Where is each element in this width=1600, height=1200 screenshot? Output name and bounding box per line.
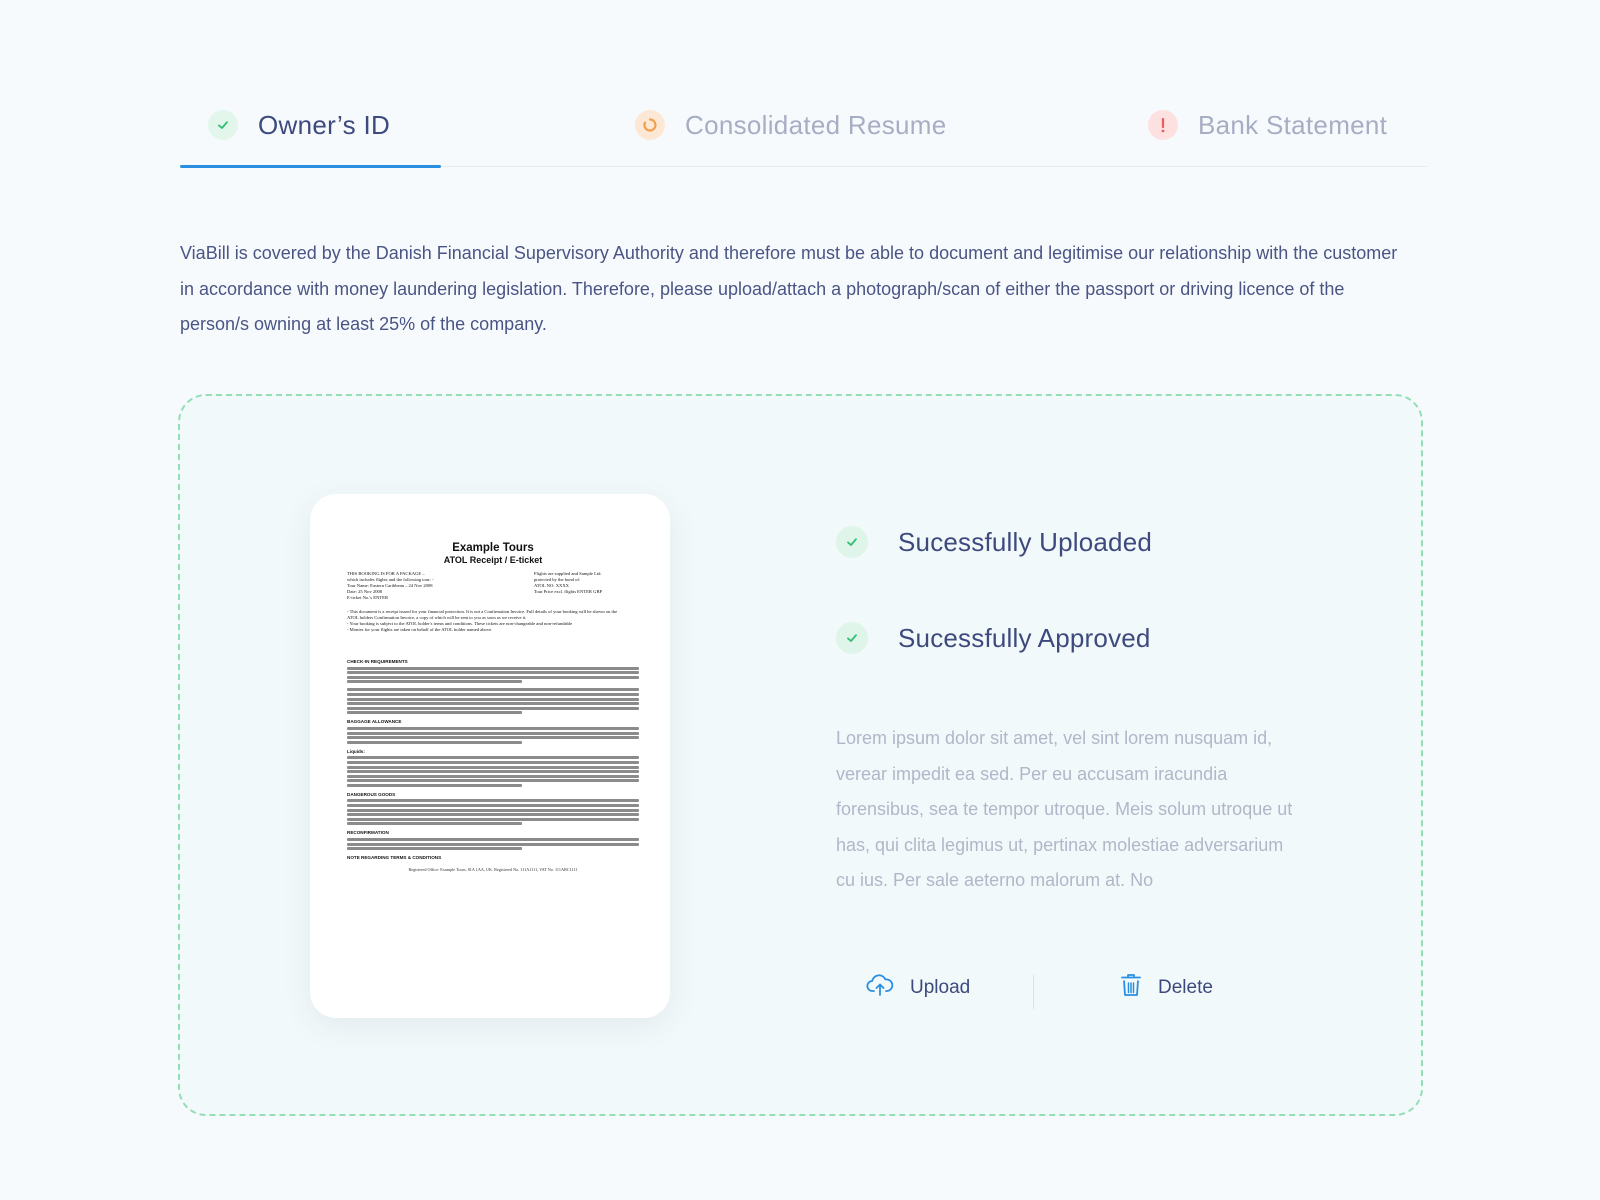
tab-label: Consolidated Resume — [685, 109, 947, 140]
cloud-upload-icon — [866, 972, 894, 1003]
document-section — [347, 792, 639, 826]
text-bar — [347, 688, 639, 691]
document-meta-right — [534, 571, 639, 601]
document-footer: Registered Office: Example Tours, 81A 1AA, UK. Registered No. 111A1111, VAT No. 111ABC1111 — [408, 867, 578, 873]
text-bar — [347, 741, 522, 744]
trash-icon — [1120, 972, 1142, 1003]
tab-bank-statement[interactable] — [1148, 92, 1387, 158]
check-icon — [836, 526, 868, 558]
note-line: - Your booking is subject to the ATOL holder's terms and conditions. These tickets are non-changeable and non-refundable — [347, 621, 573, 626]
document-tabs — [180, 100, 1427, 167]
text-bar — [347, 779, 639, 782]
text-bar — [347, 843, 639, 846]
meta-line: which includes flights and the following tour: - — [347, 577, 434, 582]
text-bar — [347, 804, 639, 807]
text-bar — [347, 766, 639, 769]
active-tab-indicator — [180, 165, 441, 168]
text-bar — [347, 711, 522, 714]
upload-label: Upload — [910, 976, 971, 998]
document-section — [347, 749, 639, 787]
text-bar — [347, 784, 522, 787]
status-label: Sucessfully Uploaded — [898, 526, 1153, 557]
text-bar — [347, 727, 639, 730]
text-bar — [347, 732, 639, 735]
upload-button[interactable] — [866, 972, 970, 1003]
check-icon — [208, 110, 238, 140]
text-bar — [347, 775, 639, 778]
note-line: - This document is a receipt issued for your financial protection. It is not a Confirmation Invoice. Full details of your booking will be shown on the — [347, 609, 618, 614]
document-meta — [347, 571, 639, 601]
text-bar — [347, 799, 639, 802]
text-bar — [347, 736, 639, 739]
text-bar — [347, 680, 522, 683]
document-subtitle: ATOL Receipt / E-ticket — [443, 555, 543, 565]
section-heading: RECONFIRMATION — [347, 830, 389, 836]
text-bar — [347, 822, 522, 825]
text-bar — [347, 698, 639, 701]
delete-label: Delete — [1158, 976, 1213, 998]
text-bar — [347, 838, 639, 841]
text-bar — [347, 818, 639, 821]
document-notes — [347, 609, 639, 633]
document-section — [347, 830, 639, 850]
status-uploaded — [836, 526, 1152, 558]
text-bar — [347, 809, 639, 812]
document-preview[interactable] — [310, 494, 670, 1018]
text-bar — [347, 693, 639, 696]
exclamation-icon — [1148, 110, 1178, 140]
note-line: ATOL holders Confirmation Invoice, a copy of which will be sent to you as soon as we receive it. — [347, 615, 527, 620]
text-bar — [347, 707, 639, 710]
text-bar — [347, 667, 639, 670]
meta-line: ATOL NO: XXXX — [534, 583, 569, 588]
description-text: ViaBill is covered by the Danish Financial Supervisory Authority and therefore must be able to document and legitimise our relationship with the customer in accordance with money laundering legislation. Therefore, please upload/attach a photograph/scan of either the passport or driving licence of the person/s owning at least 25% of the company. — [180, 243, 1398, 334]
check-icon — [836, 622, 868, 654]
document-section — [347, 688, 639, 714]
document-meta-left — [347, 571, 487, 601]
tab-owners-id[interactable] — [208, 92, 390, 158]
actions-divider — [1033, 975, 1034, 1009]
text-bar — [347, 761, 639, 764]
spinner-icon — [635, 110, 665, 140]
meta-line: protected by the bond of: — [534, 577, 581, 582]
meta-line: Date: 25 Nov 2008 — [347, 589, 383, 594]
document-section — [347, 659, 639, 683]
section-heading: DANGEROUS GOODS — [347, 791, 396, 797]
document-section — [347, 855, 639, 861]
meta-line: Flights are supplied and Sample Ltd. — [534, 571, 602, 576]
text-bar — [347, 813, 639, 816]
meta-line: Tour Price excl. flights ENTER GBP — [534, 589, 603, 594]
status-approved — [836, 622, 1151, 654]
tab-label: Bank Statement — [1198, 109, 1388, 140]
text-bar — [347, 702, 639, 705]
document-section — [347, 719, 639, 743]
status-description: Lorem ipsum dolor sit amet, vel sint lorem nusquam id, verear impedit ea sed. Per eu accusam iracundia forensibus, sea te tempor utroque. Meis solum utroque ut has, qui clita legimus ut, pertinax molestiae adversarium cu ius. Per sale aeterno malorum at. No — [836, 728, 1293, 890]
status-label: Sucessfully Approved — [898, 622, 1151, 653]
note-line: - Monies for your flights are taken on behalf of the ATOL holder named above. — [347, 627, 493, 632]
meta-line: Tour Name: Eastern Caribbean – 24 Nov 2008 — [347, 583, 433, 588]
meta-line: E-ticket No.'s ENTER — [347, 595, 389, 600]
tab-consolidated-resume[interactable] — [635, 92, 947, 158]
meta-line: THIS BOOKING IS FOR A PACKAGE – — [347, 571, 425, 576]
tab-label: Owner’s ID — [258, 109, 391, 140]
document-title: Example Tours — [452, 542, 534, 554]
text-bar — [347, 671, 639, 674]
section-heading: BAGGAGE ALLOWANCE — [347, 719, 402, 725]
section-heading: NOTE REGARDING TERMS & CONDITIONS — [347, 855, 442, 861]
text-bar — [347, 847, 522, 850]
text-bar — [347, 676, 639, 679]
text-bar — [347, 756, 639, 759]
section-heading: CHECK-IN REQUIREMENTS — [347, 659, 408, 664]
delete-button[interactable] — [1120, 972, 1213, 1003]
document-page — [347, 542, 639, 873]
section-heading: Liquids: — [347, 748, 365, 754]
text-bar — [347, 770, 639, 773]
